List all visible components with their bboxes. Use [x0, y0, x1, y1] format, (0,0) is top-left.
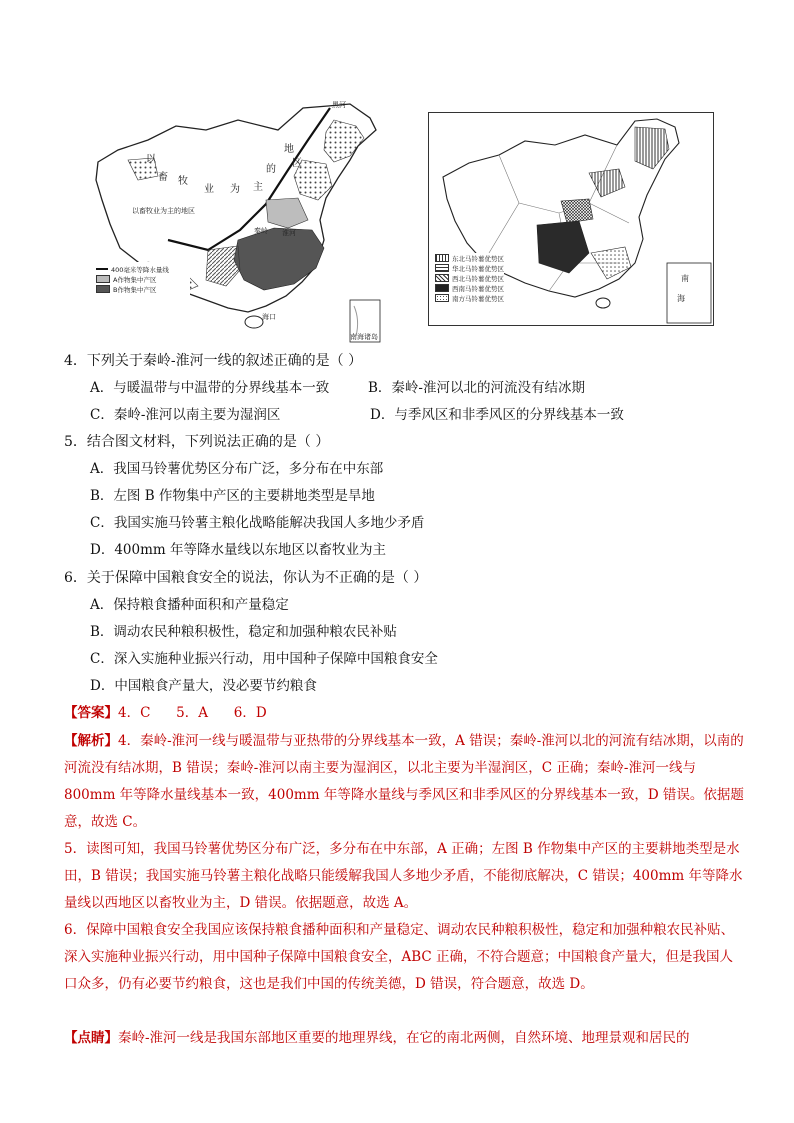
legend-item [96, 274, 169, 284]
label-huaihe: 淮河 [282, 229, 296, 237]
q6-option-b: B．调动农民种粮积极性，稳定和加强种粮农民补贴 [90, 624, 397, 640]
comment-text: 秦岭-淮河一线是我国东部地区重要的地理界线，在它的南北两侧，自然环境、地理景观和居民的 [118, 1030, 690, 1046]
label-pastoral-region: 以畜牧业为主的地区 [132, 207, 195, 215]
q4-option-b: B．秦岭-淮河以北的河流没有结冰期 [368, 380, 585, 396]
label-di: 地 [284, 144, 294, 155]
legend-label: 西北马铃薯优势区 [452, 274, 504, 283]
swatch-northeast [435, 254, 449, 262]
label-de: 的 [266, 164, 276, 175]
q5-option-d: D．400mm 年等降水量线以东地区以畜牧业为主 [90, 542, 386, 558]
label-mu: 牧 [178, 176, 188, 187]
question-6-stem: 6．关于保障中国粮食安全的说法，你认为不正确的是（ ） [64, 570, 428, 586]
label-nanhai-islands: 南海诸岛 [350, 333, 378, 341]
map-right-legend [435, 253, 504, 303]
inset-label-nan: 南 [681, 274, 689, 283]
map-left-legend [96, 264, 169, 294]
analysis-p3 [64, 917, 744, 998]
label-qu: 区 [292, 158, 302, 169]
q6-option-a: A．保持粮食播种面积和产量稳定 [90, 597, 289, 613]
swatch-southwest [435, 284, 449, 292]
q5-option-a: A．我国马铃薯优势区分布广泛，多分布在中东部 [90, 461, 384, 477]
legend-item [435, 293, 504, 303]
comment-line [64, 1025, 744, 1052]
label-qinling: 秦岭 [254, 227, 268, 235]
q5-option-b: B．左图 B 作物集中产区的主要耕地类型是旱地 [90, 488, 375, 504]
analysis-text-6: 6．保障中国粮食安全我国应该保持粮食播种面积和产量稳定、调动农民种粮积极性，稳定和加强种粮农民补贴、深入实施种业振兴行动，用中国种子保障中国粮食安全，ABC 正确，不符合题意；中国粮食产量大，但是我国人口众多，仍有必要节约粮食，这也是我们中国的传统美德，D 错误，符合题意，故选 D。 [64, 922, 735, 992]
label-yi: 以 [146, 154, 156, 165]
maps-figure [88, 100, 718, 350]
legend-item [96, 284, 169, 294]
china-potato-map [428, 112, 714, 326]
label-zhu: 主 [253, 182, 263, 193]
question-4-stem: 4．下列关于秦岭-淮河一线的叙述正确的是（ ） [64, 353, 363, 369]
legend-item [435, 263, 504, 273]
label-haikou: 海口 [262, 313, 276, 321]
legend-item [435, 273, 504, 283]
swatch-b [96, 285, 110, 293]
legend-item [96, 264, 169, 274]
label-xu: 畜 [158, 172, 168, 183]
analysis-p1 [64, 728, 744, 836]
q6-option-d: D．中国粮食产量大，没必要节约粮食 [90, 678, 317, 694]
answer-tag: 【答案】 [64, 705, 118, 721]
legend-label: 400毫米等降水量线 [111, 265, 169, 274]
q4-option-d: D．与季风区和非季风区的分界线基本一致 [370, 407, 624, 423]
question-5-stem: 5．结合图文材料，下列说法正确的是（ ） [64, 434, 330, 450]
comment-tag: 【点睛】 [64, 1030, 118, 1046]
legend-item [435, 283, 504, 293]
legend-label: A作物集中产区 [113, 275, 157, 284]
q4-option-c: C．秦岭-淮河以南主要为湿润区 [90, 407, 281, 423]
china-crop-map [88, 100, 388, 350]
answer-text: 4．C 5．A 6．D [118, 705, 267, 721]
legend-label: 南方马铃薯优势区 [452, 294, 504, 303]
swatch-north [435, 264, 449, 272]
analysis-text-4: 4．秦岭-淮河一线与暖温带与亚热带的分界线基本一致，A 错误；秦岭-淮河以北的河流有结冰期，以南的河流没有结冰期，B 错误；秦岭-淮河以南主要为湿润区，以北主要为半湿润区，C 正确；秦岭-淮河一线与 800mm 年等降水量线基本一致，400mm 年等降水量线与季风区和非季风区的分界线基本一致，D 错误。依据题意，故选 C。 [64, 733, 744, 830]
china-map-outline-left [88, 100, 388, 350]
answer-line [64, 700, 744, 727]
analysis-p2 [64, 836, 744, 917]
swatch-south [435, 294, 449, 302]
label-heihe: 黑河 [332, 101, 346, 109]
q4-option-a: A．与暖温带与中温带的分界线基本一致 [90, 380, 330, 396]
swatch-northwest [435, 274, 449, 282]
analysis-tag: 【解析】 [64, 733, 118, 749]
inset-label-hai: 海 [677, 294, 685, 303]
label-ye: 业 [204, 184, 214, 195]
line-swatch [96, 268, 108, 270]
q5-option-c: C．我国实施马铃薯主粮化战略能解决我国人多地少矛盾 [90, 515, 425, 531]
label-wei: 为 [230, 184, 240, 195]
legend-label: 华北马铃薯优势区 [452, 264, 504, 273]
legend-label: 东北马铃薯优势区 [452, 254, 504, 263]
legend-label: 西南马铃薯优势区 [452, 284, 504, 293]
swatch-a [96, 275, 110, 283]
q6-option-c: C．深入实施种业振兴行动，用中国种子保障中国粮食安全 [90, 651, 438, 667]
legend-item [435, 253, 504, 263]
analysis-text-5: 5．读图可知，我国马铃薯优势区分布广泛，多分布在中东部，A 正确；左图 B 作物集中产区的主要耕地类型是水田，B 错误；我国实施马铃薯主粮化战略只能缓解我国人多地少矛盾，不能彻底解决，C 错误；400mm 年等降水量线以西地区以畜牧业为主，D 错误。依据题意，故选 A。 [64, 841, 743, 911]
legend-label: B作物集中产区 [113, 285, 157, 294]
